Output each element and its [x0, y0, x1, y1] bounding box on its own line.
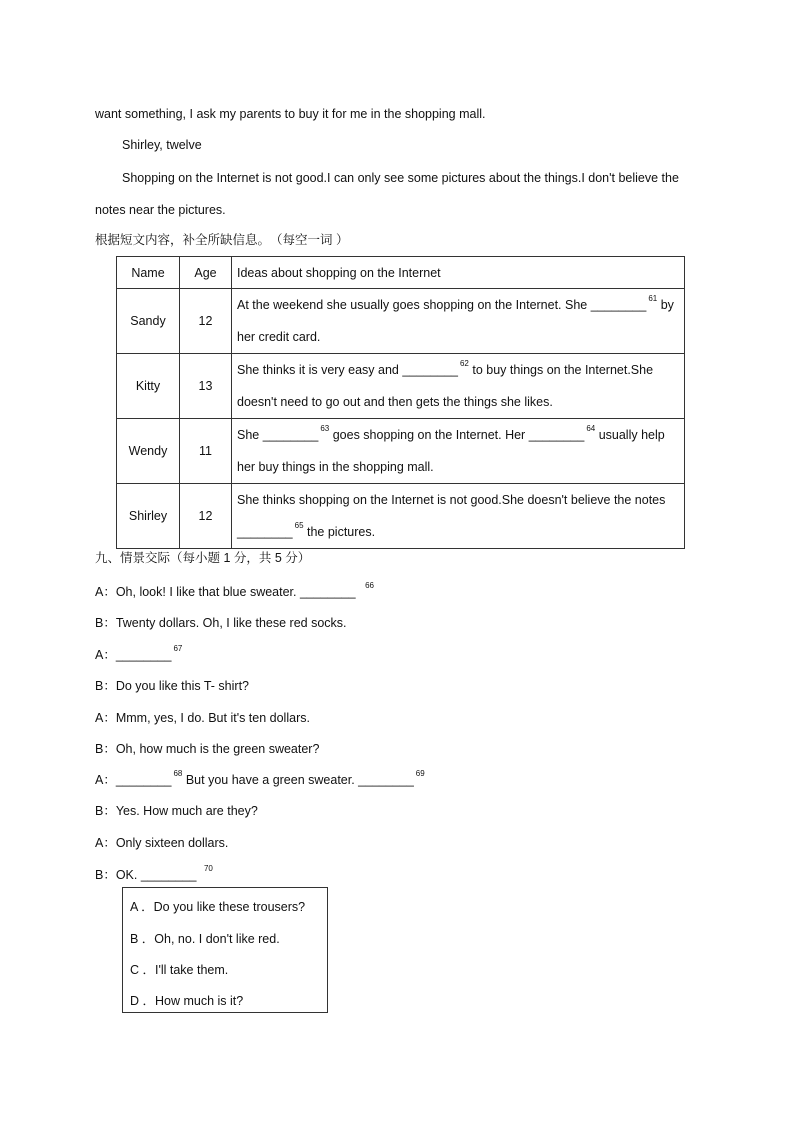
header-ideas: Ideas about shopping on the Internet: [232, 257, 685, 289]
instructions: 根据短文内容，补全所缺信息。 （每空一词 ）: [95, 233, 349, 247]
idea-text: She thinks it is very easy and ________: [237, 363, 458, 377]
header-name: Name: [117, 257, 180, 289]
idea-text: her buy things in the shopping mall.: [237, 460, 434, 474]
option-b: B ．Oh, no. I don't like red.: [130, 932, 280, 946]
dialogue-line: B：Do you like this T- shirt?: [95, 679, 249, 693]
row-name: Wendy: [117, 419, 180, 484]
idea-text: the pictures.: [303, 525, 376, 539]
row-name: Kitty: [117, 354, 180, 419]
dialogue-line: A：Only sixteen dollars.: [95, 836, 229, 850]
blank-number: 62: [459, 359, 469, 368]
blank-number: 70: [203, 864, 213, 873]
table-row: [117, 419, 685, 484]
dialogue-line: B：Oh, how much is the green sweater?: [95, 742, 320, 756]
table-header-row: [117, 257, 685, 289]
blank-number: 64: [586, 424, 596, 433]
dialogue-text: A：________: [95, 773, 172, 787]
row-age: 12: [180, 484, 232, 549]
row-idea: [232, 354, 685, 419]
blank-number: 68: [173, 769, 183, 778]
passage-line: notes near the pictures.: [95, 203, 226, 217]
dialogue-line: B：Twenty dollars. Oh, I like these red socks.: [95, 616, 347, 630]
blank-number: 61: [648, 294, 658, 303]
blank-number: 65: [294, 521, 304, 530]
idea-text: usually help: [595, 428, 665, 442]
row-idea: [232, 419, 685, 484]
idea-text: She ________: [237, 428, 319, 442]
table-row: [117, 354, 685, 419]
idea-text: She thinks shopping on the Internet is not good.She doesn't believe the notes: [237, 493, 666, 507]
options-box: [122, 887, 328, 1013]
row-age: 13: [180, 354, 232, 419]
row-name: Shirley: [117, 484, 180, 549]
idea-text: by: [657, 298, 674, 312]
row-age: 12: [180, 289, 232, 354]
option-d: D ．How much is it?: [130, 994, 244, 1008]
option-c: C ．I'll take them.: [130, 963, 229, 977]
row-idea: [232, 484, 685, 549]
table-row: [117, 484, 685, 549]
blank-number: 63: [320, 424, 330, 433]
dialogue-line: [95, 864, 213, 883]
blank-number: 69: [415, 769, 425, 778]
dialogue-text: A：________: [95, 648, 172, 662]
section-title: 九、情景交际（每小题 1 分，共 5 分）: [95, 551, 311, 565]
blank-number: 67: [173, 644, 183, 653]
dialogue-text: But you have a green sweater. ________: [182, 773, 414, 787]
dialogue-line: [95, 769, 425, 788]
row-name: Sandy: [117, 289, 180, 354]
idea-text: ________: [237, 525, 293, 539]
row-age: 11: [180, 419, 232, 484]
option-a: A ．Do you like these trousers?: [130, 900, 306, 914]
table-row: [117, 289, 685, 354]
idea-text: At the weekend she usually goes shopping on the Internet. She ________: [237, 298, 647, 312]
idea-text: to buy things on the Internet.She: [468, 363, 654, 377]
blank-number: 66: [365, 581, 374, 590]
dialogue-line: A：Mmm, yes, I do. But it's ten dollars.: [95, 711, 310, 725]
dialogue-text: B：OK. ________: [95, 868, 200, 882]
dialogue-line: B：Yes. How much are they?: [95, 804, 258, 818]
passage-line: want something, I ask my parents to buy it for me in the shopping mall.: [95, 107, 486, 121]
idea-text: her credit card.: [237, 330, 321, 344]
dialogue-text: A：Oh, look! I like that blue sweater. ________: [95, 585, 360, 599]
info-table: [116, 256, 685, 549]
idea-text: goes shopping on the Internet. Her ________: [329, 428, 585, 442]
row-idea: [232, 289, 685, 354]
dialogue-line: [95, 644, 183, 663]
header-age: Age: [180, 257, 232, 289]
dialogue-line: [95, 581, 374, 600]
passage-line: Shopping on the Internet is not good.I can only see some pictures about the things.I don't believe the: [122, 171, 679, 185]
passage-signature: Shirley, twelve: [122, 138, 202, 152]
idea-text: doesn't need to go out and then gets the things she likes.: [237, 395, 553, 409]
